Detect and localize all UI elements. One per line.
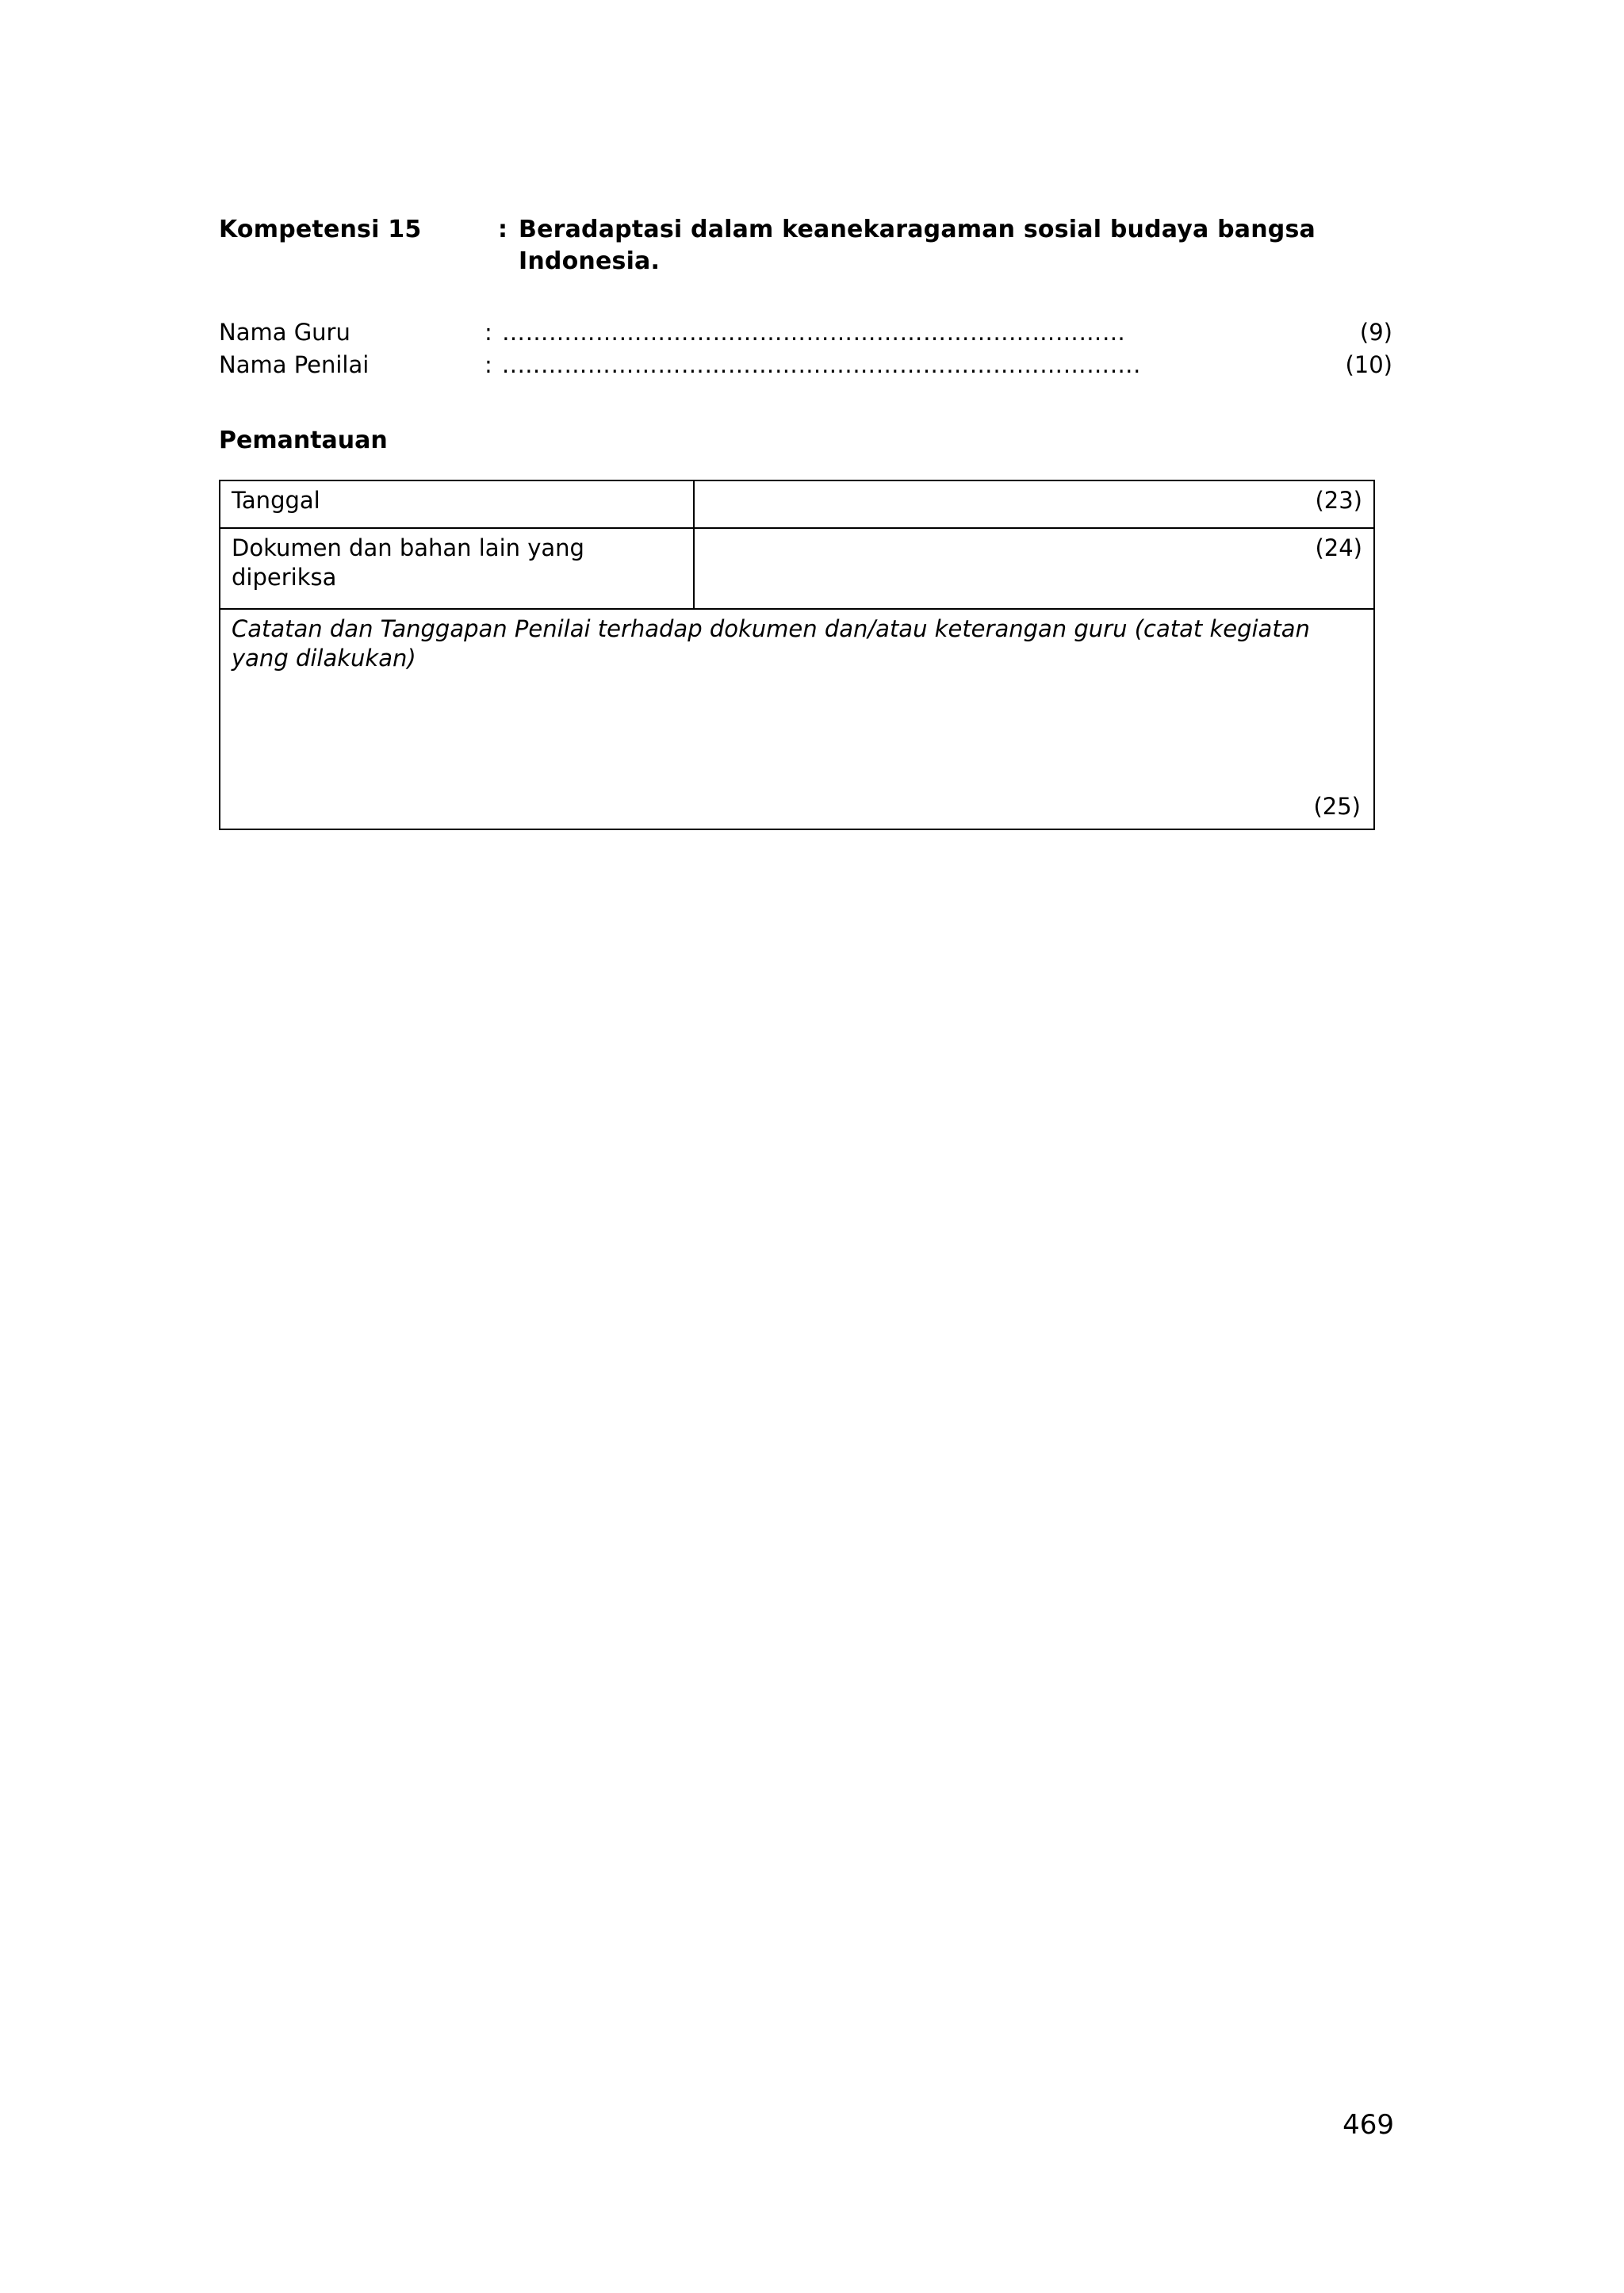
field-number-nama-guru: (9)	[1359, 319, 1392, 346]
table-cell-value-tanggal[interactable]: (23)	[694, 480, 1374, 528]
field-input-nama-penilai[interactable]: ..…………………………………….……………………………….	[502, 351, 1141, 379]
table-cell-value-dokumen[interactable]: (24)	[694, 528, 1374, 609]
table-cell-notes[interactable]	[220, 609, 1374, 829]
pemantauan-table	[219, 480, 1375, 830]
field-row-nama-guru	[219, 316, 1392, 349]
table-row	[220, 609, 1374, 829]
notes-number: (25)	[1313, 792, 1361, 820]
competency-colon: :	[498, 216, 508, 243]
section-title-pemantauan: Pemantauan	[219, 426, 388, 454]
page-number: 469	[1342, 2109, 1394, 2141]
competency-heading	[219, 214, 1392, 277]
table-row	[220, 480, 1374, 528]
competency-label: Kompetensi 15	[219, 216, 422, 243]
field-colon-nama-penilai: :	[485, 351, 492, 379]
table-cell-label-tanggal: Tanggal	[220, 480, 694, 528]
identity-fields	[219, 316, 1392, 381]
notes-prompt-text: Catatan dan Tanggapan Penilai terhadap dokumen dan/atau keterangan guru (catat kegiatan yang dilakukan)	[232, 614, 1310, 672]
document-content	[219, 214, 1392, 830]
field-number-nama-penilai: (10)	[1345, 351, 1392, 379]
table-row	[220, 528, 1374, 609]
field-label-nama-guru: Nama Guru	[219, 319, 350, 346]
table-cell-label-dokumen: Dokumen dan bahan lain yang diperiksa	[220, 528, 694, 609]
field-row-nama-penilai	[219, 349, 1392, 381]
field-colon-nama-guru: :	[485, 319, 492, 346]
field-label-nama-penilai: Nama Penilai	[219, 351, 370, 379]
competency-title: Beradaptasi dalam keanekaragaman sosial budaya bangsa Indonesia.	[519, 216, 1316, 275]
field-input-nama-guru[interactable]: ………………………………………………………..……………	[502, 319, 1126, 346]
